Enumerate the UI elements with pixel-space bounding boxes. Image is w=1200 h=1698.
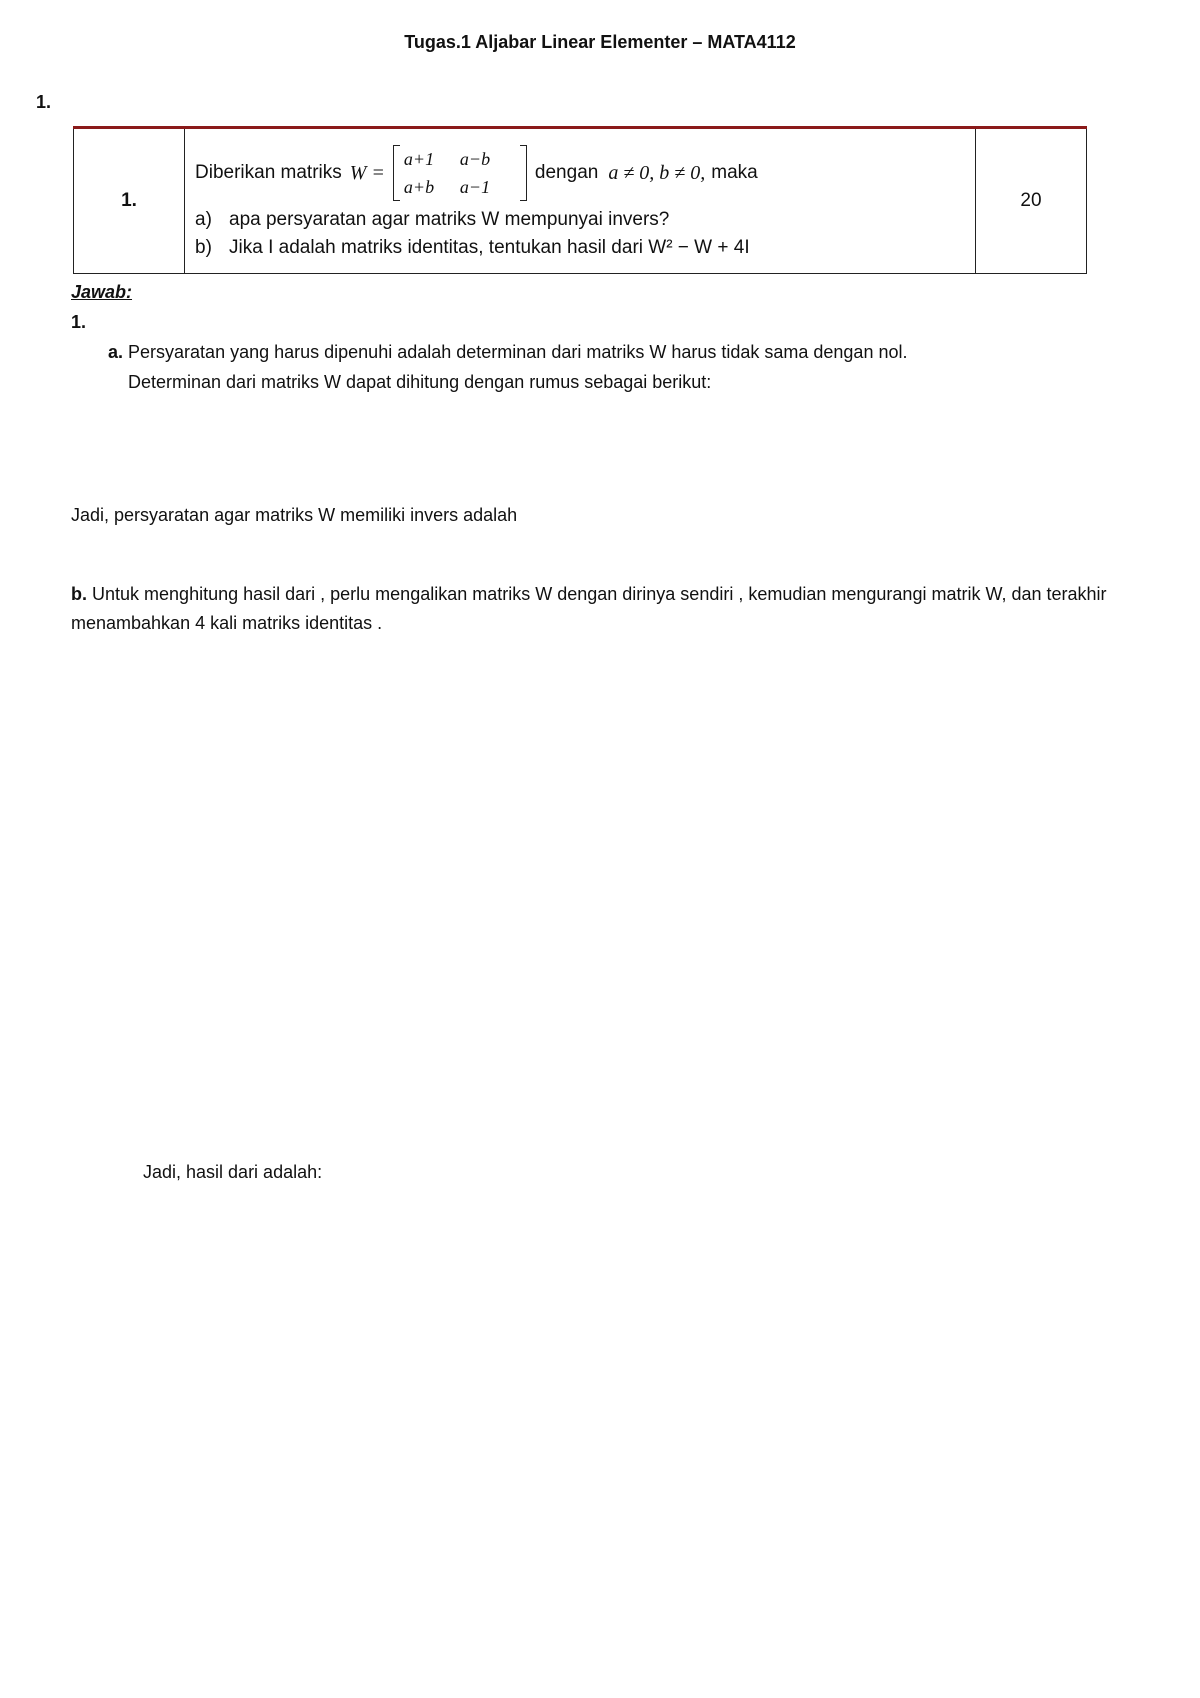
matrix-w <box>393 145 527 201</box>
matrix-right-bracket <box>520 145 527 201</box>
matrix-entry: a+1 <box>403 148 435 169</box>
question-number-cell: 1. <box>74 128 185 274</box>
answer-heading: Jawab: <box>71 282 133 302</box>
part-a-text: Persyaratan yang harus dipenuhi adalah determinan dari matriks W harus tidak sama dengan nol. <box>128 342 908 362</box>
matrix-entry: a+b <box>403 176 435 197</box>
subquestion-a-label: a) <box>195 209 212 230</box>
answer-number: 1. <box>71 312 87 332</box>
matrix-intro-text: Diberikan matriks <box>195 162 342 183</box>
question-body-cell <box>185 128 976 274</box>
condition-prefix: dengan <box>534 162 599 183</box>
part-a-line2: Determinan dari matriks W dapat dihitung dengan rumus sebagai berikut: <box>128 372 712 392</box>
subquestion-b <box>195 234 975 262</box>
matrix-definition-line <box>195 140 975 206</box>
question-table <box>73 126 1087 274</box>
question-number-heading: 1. <box>36 92 52 112</box>
answer-part-b <box>71 580 1186 638</box>
part-b-label: b. <box>71 584 87 604</box>
matrix-left-bracket <box>393 145 400 201</box>
score-cell: 20 <box>976 128 1087 274</box>
part-a-label: a. <box>108 342 124 362</box>
condition-suffix: maka <box>711 162 758 183</box>
subquestion-b-text: Jika I adalah matriks identitas, tentukan hasil dari W² − W + 4I <box>229 237 750 258</box>
condition-math: a ≠ 0, b ≠ 0, <box>608 161 706 184</box>
matrix-variable: W = <box>349 161 385 184</box>
answer-part-a <box>108 342 907 363</box>
matrix-entries <box>400 145 520 201</box>
document-title: Tugas.1 Aljabar Linear Elementer – MATA4112 <box>404 32 796 52</box>
subquestion-a <box>195 206 975 234</box>
subquestion-b-label: b) <box>195 237 212 258</box>
conclusion-a: Jadi, persyaratan agar matriks W memiliki invers adalah <box>71 505 518 525</box>
subquestion-a-text: apa persyaratan agar matriks W mempunyai invers? <box>229 209 670 230</box>
matrix-entry: a−1 <box>459 176 491 197</box>
part-b-text: Untuk menghitung hasil dari , perlu mengalikan matriks W dengan dirinya sendiri , kemudian mengurangi matrik W, dan terakhir menambahkan 4 kali matriks identitas . <box>71 584 1107 633</box>
conclusion-b: Jadi, hasil dari adalah: <box>143 1162 323 1182</box>
matrix-entry: a−b <box>459 148 491 169</box>
